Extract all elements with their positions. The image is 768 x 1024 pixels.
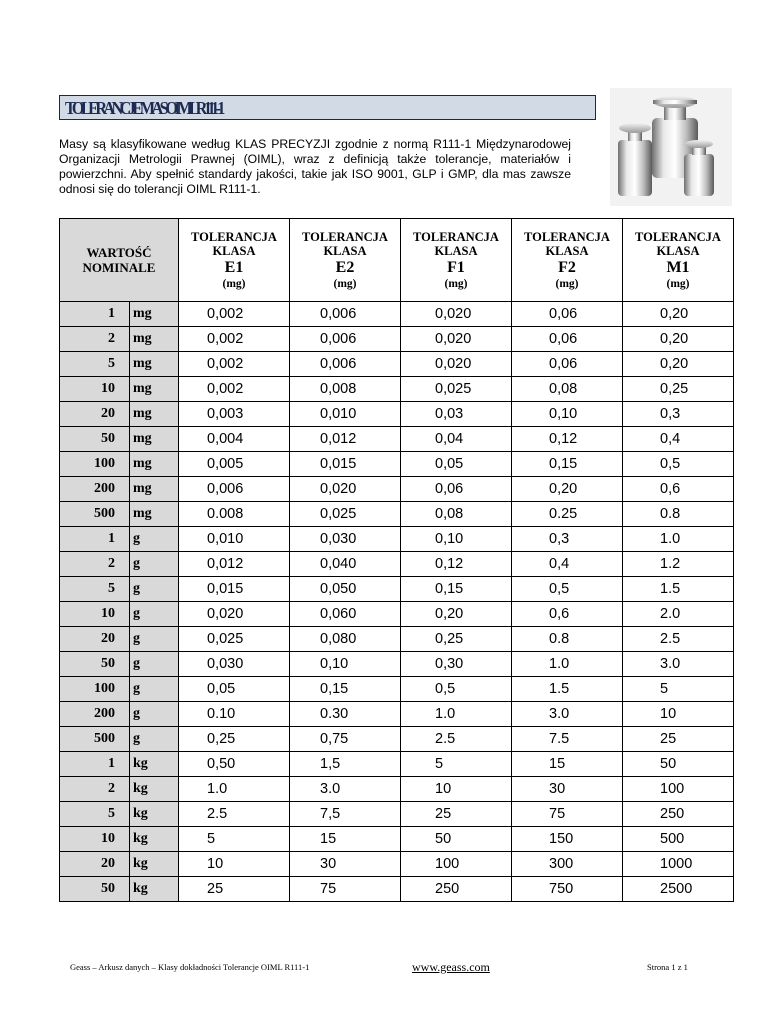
table-row	[60, 752, 734, 777]
nominal-value: 200	[60, 702, 130, 727]
tolerance-cell: 1.5	[512, 677, 623, 702]
intro-paragraph: Masy są klasyfikowane według KLAS PRECYZJI zgodnie z normą R111-1 Międzynarodowej Organizacji Metrologii Prawnej (OIML), wraz z definicją także tolerancje, materiałów i powierzchni. Aby spełnić standardy jakości, takie jak ISO 9001, GLP i GMP, dla mas zawsze odnosi się do tolerancji OIML R111-1.	[59, 137, 571, 196]
tolerance-cell: 0,12	[401, 552, 512, 577]
tolerance-cell: 0,025	[401, 377, 512, 402]
nominal-value: 50	[60, 427, 130, 452]
nominal-value: 200	[60, 477, 130, 502]
tolerance-cell: 0,06	[512, 327, 623, 352]
tolerance-cell: 0,6	[623, 477, 734, 502]
table-row	[60, 477, 734, 502]
tolerance-cell: 0,040	[290, 552, 401, 577]
footer-page-number: Strona 1 z 1	[647, 962, 688, 972]
nominal-unit: g	[130, 552, 179, 577]
tolerance-cell: 300	[512, 852, 623, 877]
tolerance-cell: 0,080	[290, 627, 401, 652]
nominal-value: 2	[60, 552, 130, 577]
tolerance-cell: 2.5	[401, 727, 512, 752]
tolerance-cell: 0,4	[623, 427, 734, 452]
table-row	[60, 452, 734, 477]
tolerance-cell: 5	[179, 827, 290, 852]
tolerance-cell: 0,05	[401, 452, 512, 477]
tolerance-cell: 0,06	[512, 302, 623, 327]
tolerance-cell: 0,03	[401, 402, 512, 427]
tolerance-cell: 0,015	[290, 452, 401, 477]
nominal-value: 2	[60, 327, 130, 352]
table-row	[60, 427, 734, 452]
table-body	[60, 302, 734, 902]
tolerance-cell: 0,5	[401, 677, 512, 702]
tolerance-cell: 0,020	[401, 327, 512, 352]
tolerance-cell: 0,06	[512, 352, 623, 377]
nominal-unit: g	[130, 652, 179, 677]
tolerance-cell: 0,30	[401, 652, 512, 677]
nominal-value: 20	[60, 852, 130, 877]
tolerance-cell: 250	[401, 877, 512, 902]
nominal-value: 1	[60, 752, 130, 777]
nominal-value: 20	[60, 402, 130, 427]
tolerance-cell: 0,025	[179, 627, 290, 652]
tolerance-cell: 0,5	[623, 452, 734, 477]
tolerance-cell: 0,030	[179, 652, 290, 677]
tolerance-cell: 0,04	[401, 427, 512, 452]
table-row	[60, 777, 734, 802]
tolerance-cell: 7,5	[290, 802, 401, 827]
nominal-header: WARTOŚĆ NOMINALE	[60, 219, 179, 302]
nominal-unit: mg	[130, 377, 179, 402]
nominal-value: 50	[60, 652, 130, 677]
page-title: TOLERANCJE MAS OIML R111-1	[65, 98, 222, 118]
tolerance-cell: 1.0	[401, 702, 512, 727]
tolerance-cell: 0,05	[179, 677, 290, 702]
table-row	[60, 552, 734, 577]
table-row	[60, 502, 734, 527]
footer-website-link[interactable]: www.geass.com	[412, 960, 490, 974]
table-row	[60, 577, 734, 602]
tolerance-cell: 0,060	[290, 602, 401, 627]
nominal-unit: kg	[130, 827, 179, 852]
nominal-unit: kg	[130, 752, 179, 777]
column-header-f1: TOLERANCJA KLASA F1 (mg)	[401, 219, 512, 302]
table-row	[60, 602, 734, 627]
table-row	[60, 302, 734, 327]
table-row	[60, 877, 734, 902]
tolerance-cell: 0,030	[290, 527, 401, 552]
tolerance-cell: 30	[290, 852, 401, 877]
table-row	[60, 527, 734, 552]
tolerance-cell: 0,08	[512, 377, 623, 402]
tolerance-cell: 0,10	[401, 527, 512, 552]
tolerance-cell: 0,050	[290, 577, 401, 602]
tolerance-cell: 500	[623, 827, 734, 852]
nominal-value: 10	[60, 377, 130, 402]
tolerance-cell: 0,20	[401, 602, 512, 627]
nominal-value: 100	[60, 677, 130, 702]
table-row	[60, 677, 734, 702]
nominal-unit: kg	[130, 877, 179, 902]
table-row	[60, 377, 734, 402]
tolerance-cell: 5	[401, 752, 512, 777]
nominal-unit: kg	[130, 777, 179, 802]
tolerance-cell: 0,012	[290, 427, 401, 452]
footer-doc-info: Geass – Arkusz danych – Klasy dokładności Tolerancje OIML R111-1	[70, 962, 310, 972]
nominal-value: 10	[60, 602, 130, 627]
table-row	[60, 702, 734, 727]
column-header-f2: TOLERANCJA KLASA F2 (mg)	[512, 219, 623, 302]
tolerance-cell: 0,002	[179, 377, 290, 402]
tolerance-cell: 0,5	[512, 577, 623, 602]
table-row	[60, 327, 734, 352]
tolerance-cell: 0,005	[179, 452, 290, 477]
tolerance-cell: 0,008	[290, 377, 401, 402]
tolerance-cell: 0.008	[179, 502, 290, 527]
tolerance-cell: 0,3	[512, 527, 623, 552]
tolerance-cell: 0,006	[179, 477, 290, 502]
tolerance-cell: 1.0	[623, 527, 734, 552]
tolerance-cell: 0,25	[179, 727, 290, 752]
tolerance-cell: 0,012	[179, 552, 290, 577]
table-row	[60, 652, 734, 677]
nominal-value: 50	[60, 877, 130, 902]
tolerance-cell: 1000	[623, 852, 734, 877]
tolerance-table	[59, 218, 734, 902]
nominal-value: 2	[60, 777, 130, 802]
tolerance-cell: 0,6	[512, 602, 623, 627]
table-row	[60, 352, 734, 377]
nominal-unit: mg	[130, 352, 179, 377]
tolerance-cell: 0,10	[290, 652, 401, 677]
tolerance-cell: 0,006	[290, 327, 401, 352]
nominal-unit: g	[130, 727, 179, 752]
tolerance-cell: 75	[290, 877, 401, 902]
table-row	[60, 802, 734, 827]
tolerance-cell: 0,10	[512, 402, 623, 427]
tolerance-cell: 0,4	[512, 552, 623, 577]
calibration-weights-image	[610, 88, 732, 206]
tolerance-cell: 2.5	[623, 627, 734, 652]
tolerance-cell: 0,50	[179, 752, 290, 777]
tolerance-cell: 3.0	[512, 702, 623, 727]
tolerance-cell: 0,004	[179, 427, 290, 452]
tolerance-cell: 0.25	[512, 502, 623, 527]
tolerance-cell: 0,020	[179, 602, 290, 627]
tolerance-cell: 0,3	[623, 402, 734, 427]
tolerance-cell: 0,25	[623, 377, 734, 402]
nominal-unit: mg	[130, 427, 179, 452]
tolerance-cell: 0.8	[623, 502, 734, 527]
tolerance-cell: 3.0	[290, 777, 401, 802]
tolerance-cell: 100	[401, 852, 512, 877]
tolerance-cell: 0,015	[179, 577, 290, 602]
tolerance-cell: 0,75	[290, 727, 401, 752]
tolerance-cell: 0,15	[512, 452, 623, 477]
tolerance-cell: 0,020	[401, 352, 512, 377]
tolerance-cell: 0,06	[401, 477, 512, 502]
table-row	[60, 627, 734, 652]
tolerance-cell: 7.5	[512, 727, 623, 752]
tolerance-cell: 2.0	[623, 602, 734, 627]
nominal-unit: g	[130, 602, 179, 627]
nominal-unit: mg	[130, 452, 179, 477]
nominal-value: 10	[60, 827, 130, 852]
nominal-unit: mg	[130, 502, 179, 527]
tolerance-cell: 10	[179, 852, 290, 877]
tolerance-cell: 1.5	[623, 577, 734, 602]
tolerance-cell: 1.0	[179, 777, 290, 802]
nominal-unit: mg	[130, 402, 179, 427]
nominal-value: 5	[60, 577, 130, 602]
tolerance-cell: 750	[512, 877, 623, 902]
nominal-value: 1	[60, 302, 130, 327]
nominal-unit: g	[130, 527, 179, 552]
tolerance-cell: 0,20	[623, 352, 734, 377]
tolerance-cell: 2500	[623, 877, 734, 902]
tolerance-cell: 0,002	[179, 302, 290, 327]
nominal-value: 500	[60, 727, 130, 752]
tolerance-cell: 25	[179, 877, 290, 902]
tolerance-cell: 0,003	[179, 402, 290, 427]
nominal-unit: kg	[130, 852, 179, 877]
tolerance-cell: 3.0	[623, 652, 734, 677]
tolerance-cell: 0,025	[290, 502, 401, 527]
table-header-row	[60, 219, 734, 302]
tolerance-cell: 0,002	[179, 352, 290, 377]
tolerance-cell: 0,006	[290, 302, 401, 327]
tolerance-cell: 0,25	[401, 627, 512, 652]
tolerance-cell: 0,20	[512, 477, 623, 502]
nominal-value: 100	[60, 452, 130, 477]
table-row	[60, 727, 734, 752]
nominal-value: 5	[60, 802, 130, 827]
table-row	[60, 827, 734, 852]
tolerance-cell: 50	[623, 752, 734, 777]
tolerance-cell: 150	[512, 827, 623, 852]
table-row	[60, 402, 734, 427]
tolerance-cell: 15	[290, 827, 401, 852]
nominal-unit: mg	[130, 302, 179, 327]
nominal-value: 20	[60, 627, 130, 652]
tolerance-cell: 0.30	[290, 702, 401, 727]
tolerance-cell: 0,20	[623, 327, 734, 352]
tolerance-cell: 2.5	[179, 802, 290, 827]
tolerance-cell: 5	[623, 677, 734, 702]
tolerance-cell: 1.0	[512, 652, 623, 677]
tolerance-cell: 30	[512, 777, 623, 802]
tolerance-cell: 0,15	[290, 677, 401, 702]
nominal-unit: mg	[130, 327, 179, 352]
nominal-unit: g	[130, 677, 179, 702]
tolerance-cell: 0.8	[512, 627, 623, 652]
tolerance-cell: 0,002	[179, 327, 290, 352]
tolerance-cell: 0,020	[401, 302, 512, 327]
column-header-e1: TOLERANCJA KLASA E1 (mg)	[179, 219, 290, 302]
tolerance-cell: 0,20	[623, 302, 734, 327]
nominal-value: 5	[60, 352, 130, 377]
tolerance-cell: 100	[623, 777, 734, 802]
column-header-e2: TOLERANCJA KLASA E2 (mg)	[290, 219, 401, 302]
nominal-value: 1	[60, 527, 130, 552]
tolerance-cell: 75	[512, 802, 623, 827]
tolerance-cell: 0.10	[179, 702, 290, 727]
table-row	[60, 852, 734, 877]
tolerance-cell: 25	[401, 802, 512, 827]
column-header-m1: TOLERANCJA KLASA M1 (mg)	[623, 219, 734, 302]
nominal-unit: kg	[130, 802, 179, 827]
nominal-value: 500	[60, 502, 130, 527]
tolerance-cell: 15	[512, 752, 623, 777]
tolerance-cell: 50	[401, 827, 512, 852]
tolerance-cell: 0,12	[512, 427, 623, 452]
tolerance-cell: 0,010	[179, 527, 290, 552]
tolerance-cell: 0,15	[401, 577, 512, 602]
tolerance-cell: 0,010	[290, 402, 401, 427]
tolerance-cell: 25	[623, 727, 734, 752]
nominal-unit: g	[130, 702, 179, 727]
title-bar	[59, 95, 596, 120]
tolerance-cell: 1,5	[290, 752, 401, 777]
tolerance-cell: 250	[623, 802, 734, 827]
tolerance-cell: 1.2	[623, 552, 734, 577]
tolerance-cell: 10	[401, 777, 512, 802]
tolerance-cell: 0,020	[290, 477, 401, 502]
tolerance-cell: 10	[623, 702, 734, 727]
nominal-unit: mg	[130, 477, 179, 502]
tolerance-cell: 0,006	[290, 352, 401, 377]
tolerance-cell: 0,08	[401, 502, 512, 527]
nominal-unit: g	[130, 577, 179, 602]
nominal-unit: g	[130, 627, 179, 652]
